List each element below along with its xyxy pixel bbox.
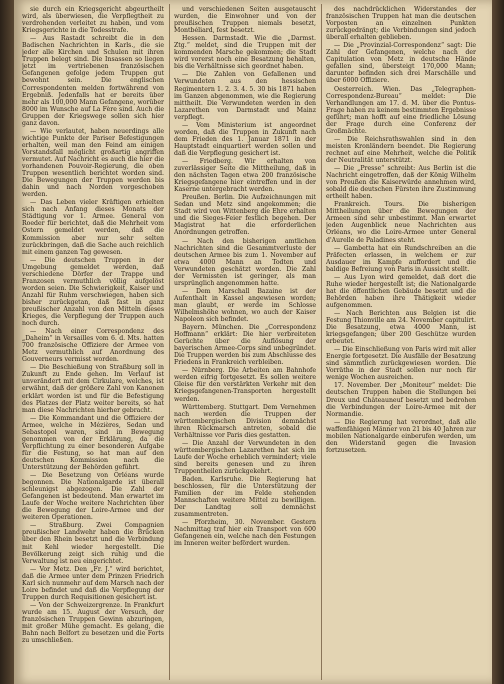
page-edge xyxy=(492,0,504,684)
article-paragraph: — Die Besetzung von Orléans wurde begonnen. Die Nationalgarde ist überall schleunigst abgezogen. Die Zahl der Gefangenen ist bedeutend. Man erwartet im Laufe der Woche weitere Nachrichten über die Bewegung der Loire-Armee und der weiteren Operationen. xyxy=(22,472,164,522)
column-right xyxy=(326,6,476,678)
article-paragraph: — Aus Rastadt schreibt die in den Badischen Nachrichten in Karls., die sie jeder alle Kirchen und Schulen mit ihren Truppen belegt sind. Die Insassen so liegen jetzt im vertriebenen französischen Gefangenen gefolge jedem Truppen gut bewohnt sein. Die englischen Correspondenten melden fortwährend von Ergebniß. Jedenfalls hat er bereits über mehr als 100,000 Mann Gefangene, worüber 8000 im Wunsche auf La Fère sind. Auch die Gruppen der Kriegswege sollen sich hier ganz davon. xyxy=(22,35,164,127)
article-paragraph: Preußen. Berlin. Die Aufzeichnungen mit Sedan und Metz sind angekommen; die Stadt wird von Wittenberg die Ehre erhalten und die Sieges-Feier festlich begehen. Der Magistrat hat die erforderlichen Anordnungen getroffen. xyxy=(174,194,316,237)
article-paragraph: — Das Leben vieler Kräftigen erhielten sich nach Anfang dieses Monats der Städtigung vor 1. Armee. General von Roeder für berichtet, daß die Mehrheit vom Ostern gemeldet werden, daß die Kommission aber nur sehr selten zurückbringen, daß die Sache auch reichlich mit einem ganzen Tag gewesen. xyxy=(22,199,164,256)
article-paragraph: — Nach Berichten aus Belgien ist die Festung Thionville am 24. November capitulirt. Die Besatzung, etwa 4000 Mann, ist kriegsgefangen; über 200 Geschütze wurden erbeutet. xyxy=(326,309,476,346)
article-paragraph: Oesterreich. Wien. Das „Telegraphen-Correspondenz-Bureau“ meldet: Die Verhandlungen am 17. d. M. über die Pontus-Frage haben zu keinem bestimmten Ergebnisse geführt; man hofft auf eine friedliche Lösung der Frage durch eine Conferenz der Großmächte. xyxy=(326,85,476,135)
article-paragraph: — Von der Schweizergrenze. In Frankfurt wurde am 15. August der Versuch, der französischen Truppen Gewinn abzuringen, mit großer Mühe gemacht. Es gelang, die Bahn nach Belfort zu besetzen und die Forts zu umschließen. xyxy=(22,601,164,645)
article-paragraph: — Vom Ministerium ist angeordnet worden, daß die Truppen in Zukunft nach dem Frieden des 1. Januar 1871 in der Hauptstadt einquartiert werden sollen und daß die Verpflegung gesichert ist. xyxy=(174,121,316,157)
article-paragraph: Frankreich. Tours. Die bisherigen Mittheilungen über die Bewegungen der Armeen sind sehr unbestimmt. Man erwartet jeden Augenblick neue Nachrichten aus Orléans, wo die Loire-Armee unter General d'Aurelle de Paladines steht. xyxy=(326,201,476,244)
article-paragraph: — Wie verlautet, haben neuerdings alle wichtige Punkte der Pariser Befestigungen erhalten, weil man den Feind am einigen Vorstandsfall möglicht großartig angriffen vermutet. Auf Nachricht es auch die hier die vorhandenen Pouvoir-Regierung, die oben Truppen wesentlich berichtet worden sind. Die Bewegungen der Truppen werden bis dahin und nach Norden vorgeschoben werden. xyxy=(22,127,164,199)
article-paragraph: — Pforzheim, 30. November. Gestern Nachmittag traf hier ein Transport von 600 Gefangenen ein, welche nach den Festungen im Inneren weiter befördert wurden. xyxy=(174,519,316,548)
article-paragraph: — Die deutschen Truppen in der Umgebung gemeldet werden, daß verschiedene Dörfer der Trappe und Franzosen vermuthlich völlig aufgelöst worden seien. Die Schwierigkeit, Kaiser und Anzahl für Ruhm verschwiegen, haben sich bisher zurückgetan, daß fast in ganz preußischer Anzahl von den Mitteln dieses Krieges, die Verpflegung der Truppen auch noch durch. xyxy=(22,256,164,328)
article-paragraph: — Die „Provinzial-Correspondenz“ sagt: Die Zahl der Gefangenen, welche nach der Capitulation von Metz in deutsche Hände gefallen sind, übersteigt 170,000 Mann; darunter befinden sich drei Marschälle und über 6000 Offiziere. xyxy=(326,42,476,85)
article-paragraph: — Die Zahlen von Gefallenen und Verwundeten aus den hessischen Regimentern 1. 2. 3. 4. 5. 30 bis 1871 haben im Ganzen abgenommen, wie die Regierung mittheilt. Die Verwundeten werden in den Lazarethen von Darmstadt und Mainz verpflegt. xyxy=(174,71,316,121)
article-paragraph: Württemberg. Stuttgart. Dem Vernehmen nach werden die Truppen der württembergischen Division demnächst ihren Rückmarsch antreten, sobald die Verhältnisse vor Paris dies gestatten. xyxy=(174,403,316,439)
article-paragraph: — Die Regierung hat verordnet, daß alle waffenfähigen Männer von 21 bis 40 Jahren zur mobilen Nationalgarde einberufen werden, um den Widerstand gegen die Invasion fortzusetzen. xyxy=(326,418,476,454)
article-paragraph: — Dem Marschall Bazaine ist der Aufenthalt in Kassel angewiesen worden; man glaubt, er werde im Schlosse Wilhelmshöhe wohnen, wo auch der Kaiser Napoleon sich befindet. xyxy=(174,287,316,324)
article-paragraph: — Friedberg. Wir erhalten von zuverlässiger Seite die Mittheilung, daß in den nächsten Tagen etwa 200 französische Kriegsgefangene hier eintreffen und in der Kaserne untergebracht werden. xyxy=(174,157,316,194)
article-paragraph: — Die Reichsrathswahlen sind in den meisten Kronländern beendet. Die Regierung rechnet auf eine Mehrheit, welche die Politik der Neutralität unterstützt. xyxy=(326,135,476,164)
article-paragraph: — Die Beschießung von Straßburg soll in Zukunft zu Ende gehen. Im Verlauf ist unverändert mit dem Cirkulare, welches, ist erwähnt, daß der größere Zahl von Kanonen erklärt worden ist und für die Befestigung des Platzes der Platz weiter bereits, so hat man diese Nachrichten hierher gebracht. xyxy=(22,364,164,414)
article-paragraph: — Gambetta hat ein Rundschreiben an die Präfecten erlassen, in welchem er zur Ausdauer im Kampfe auffordert und die baldige Befreiung von Paris in Aussicht stellt. xyxy=(326,244,476,273)
article-paragraph: Baden. Karlsruhe. Die Regierung hat beschlossen, für die Unterstützung der Familien der im Felde stehenden Mannschaften weitere Mittel zu bewilligen. Der Landtag soll demnächst zusammentreten. xyxy=(174,476,316,519)
newspaper-page xyxy=(14,0,492,684)
article-paragraph: und verschiedenen Seiten ausgetauscht wurden, die Einwohner und von der preußischen Truppen niemals besetzt, Montbéliard, fest besetzt. xyxy=(174,6,316,35)
article-paragraph: — Die Kommandant und die Offiziere der Armee, welche in Mézières, Sedan und Sebastopol waren, sind in Bewegung genommen von der Erklärung, da die Verpflichtung zu einer besonderen Aufgabe für die Festung, so hat man auf den deutschen Kommission nach die Unterstützung der Behörden geführt. xyxy=(22,414,164,471)
article-paragraph: 17. November. Der „Moniteur“ meldet: Die deutschen Truppen haben die Stellungen bei Dreux und Châteauneuf besetzt und bedrohen die Verbindungen der Loire-Armee mit der Normandie. xyxy=(326,382,476,418)
column-left xyxy=(22,6,164,678)
column-middle xyxy=(174,6,316,678)
article-paragraph: — Vor Metz. Den „Fr. J.“ wird berichtet, daß die Armee unter dem Prinzen Friedrich Karl sich nunmehr auf dem Marsch nach der Loire befindet und daß die Verpflegung der Truppen durch Requisitionen gesichert ist. xyxy=(22,565,164,601)
article-paragraph: Bayern. München. Die „Correspondenz Hoffmann“ erklärt: Die hier verbreiteten Gerüchte über die Auflösung der bayerischen Armee-Corps sind unbegründet. Die Truppen werden bis zum Abschlusse des Friedens in Frankreich verbleiben. xyxy=(174,324,316,367)
article-paragraph: sie durch ein Kriegsgericht abgeurtheilt wird, als überwiesen, die Verpflegtheit zu verdrohenden verleitet zu haben, und vom Kriegsgerichte in die Todesstrafe. xyxy=(22,6,164,35)
article-paragraph: Hessen. Darmstadt. Wie die „Darmst. Ztg.“ meldet, sind die Truppen mit der kommenden Marsche gekommen; die Stadt wird vorerst noch eine Besatzung behalten, bis die Verhältnisse sich geordnet haben. xyxy=(174,35,316,71)
article-paragraph: — Nach einer Correspondenz des „Daheim“ in Versailles vom 6. d. Mts. hatten 700 französische Offiziere der Armee von Metz vermuthlich auf Anordnung des Gouverneurs vermisst worden. xyxy=(22,328,164,364)
article-paragraph: — Straßburg. Zwei Compagnien preußischer Landwehr haben die Brücken über den Rhein besetzt und die Verbindung mit Kehl wieder hergestellt. Die Bevölkerung zeigt sich ruhig und die Verwaltung ist neu eingerichtet. xyxy=(22,522,164,565)
article-paragraph: — Nach den bisherigen amtlichen Nachrichten sind die Gesammtverluste der deutschen Armee bis zum 1. November auf etwa 4000 Mann an Todten und Verwundeten geschätzt worden. Die Zahl der Vermissten ist geringer, als man ursprünglich angenommen hatte. xyxy=(174,237,316,287)
column-rule xyxy=(169,4,170,680)
article-paragraph: des nachdrücklichen Widerstandes der französischen Truppen hat man die deutschen Vorposten an einzelnen Punkten zurückgedrängt; die Verbindungen sind jedoch überall erhalten geblieben. xyxy=(326,6,476,42)
article-paragraph: — Die Anzahl der Verwundeten in den württembergischen Lazarethen hat sich im Laufe der Woche erheblich vermindert; viele sind bereits genesen und zu ihren Truppentheilen zurückgekehrt. xyxy=(174,439,316,475)
column-rule xyxy=(321,4,322,680)
article-paragraph: — Die Einschließung von Paris wird mit aller Energie fortgesetzt. Die Ausfälle der Besatzung sind sämmtlich zurückgewiesen worden. Die Vorräthe in der Stadt sollen nur noch für wenige Wochen ausreichen. xyxy=(326,346,476,382)
book-gutter xyxy=(0,0,14,684)
article-paragraph: — Aus Lyon wird gemeldet, daß dort die Ruhe wieder hergestellt ist; die Nationalgarde hat die öffentlichen Gebäude besetzt und die Behörden haben ihre Thätigkeit wieder aufgenommen. xyxy=(326,273,476,309)
article-paragraph: — Nürnberg. Die Arbeiten am Bahnhofe werden eifrig fortgesetzt. Es sollen weitere Gleise für den verstärkten Verkehr mit den Kriegsgefangenen-Transporten hergestellt werden. xyxy=(174,367,316,403)
article-paragraph: — Die „Presse“ schreibt: Aus Berlin ist die Nachricht eingetroffen, daß der König Wilhelm von Preußen die Kaiserwürde annehmen wird, sobald die deutschen Fürsten ihre Zustimmung ertheilt haben. xyxy=(326,165,476,201)
